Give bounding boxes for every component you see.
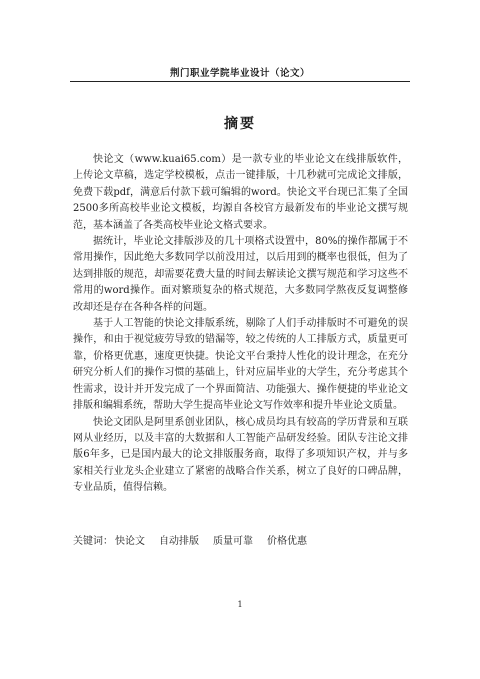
page-header: 荆门职业学院毕业设计（论文） [169,68,310,79]
keywords-label: 关键词： [73,536,113,547]
paragraph: 快论文团队是阿里系创业团队，核心成员均具有较高的学历背景和互联网从业经历，以及丰富的大数据和人工智能产品研发经验。团队专注论文排版6年多，已是国内最大的论文排版服务商，取得了多项知识产权，并与多家相关行业龙头企业建立了紧密的战略合作关系，树立了良好的口碑品牌，专业品质，值得信赖。 [73,416,408,494]
keyword: 自动排版 [159,536,199,547]
keyword: 价格优惠 [267,536,307,547]
header-rule [70,81,410,82]
page-number: 1 [237,600,243,609]
keywords-line [73,534,408,550]
keyword: 快论文 [115,536,145,547]
abstract-body [73,152,408,497]
paragraph: 快论文（www.kuai65.com）是一款专业的毕业论文在线排版软件，上传论文草稿，选定学校模板，点击一键排版，十几秒就可完成论文排版，免费下载pdf，满意后付款下载可编辑的word。快论文平台现已汇集了全国2500多所高校毕业论文模板，均源自各校官方最新发布的毕业论文撰写规范，基本涵盖了各类高校毕业论文格式要求。 [73,154,408,231]
page-title: 摘要 [224,116,256,132]
paragraph: 据统计，毕业论文排版涉及的几十项格式设置中，80%的操作都属于不常用操作，因此绝大多数同学以前没用过，以后用到的概率也很低，但为了达到排版的规范，却需要花费大量的时间去解读论文撰写规范和学习这些不常用的word操作。面对繁琐复杂的格式规范，大多数同学熬夜反复调整修改却还是存在各种各样的问题。 [73,236,408,313]
keyword: 质量可靠 [213,536,253,547]
paragraph: 基于人工智能的快论文排版系统，剔除了人们手动排版时不可避免的误操作，和由于视觉疲劳导致的错漏等，较之传统的人工排版方式，质量更可靠，价格更优惠，速度更快捷。快论文平台秉持人性化的设计理念，在充分研究分析人们的操作习惯的基础上，针对应届毕业的大学生，充分考虑其个性需求，设计并开发完成了一个界面简洁、功能强大、操作便捷的毕业论文排版和编辑系统，帮助大学生提高毕业论文写作效率和提升毕业论文质量。 [73,318,408,412]
